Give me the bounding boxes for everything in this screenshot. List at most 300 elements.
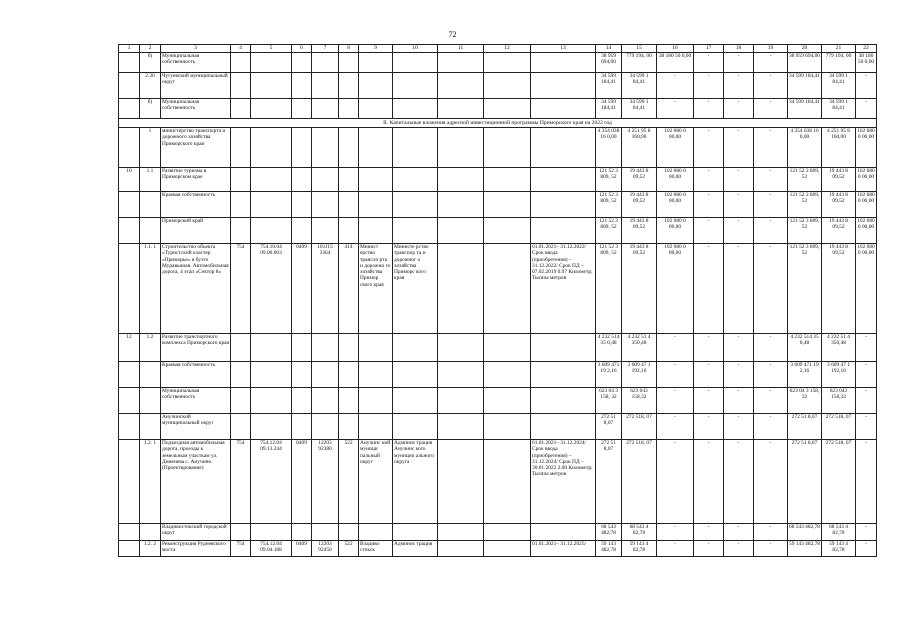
table-cell: 34 599 184,41 <box>788 73 822 99</box>
table-cell: 34 599 184,41 <box>596 99 622 119</box>
table-row <box>119 541 877 557</box>
table-cell <box>119 218 140 244</box>
table-cell <box>531 73 596 99</box>
table-cell: 4 251 95 8 160,00 <box>822 128 856 168</box>
budget-table <box>118 44 877 557</box>
table-cell: 121 52 3 809, 52 <box>788 218 822 244</box>
table-cell: - <box>724 218 754 244</box>
table-cell <box>292 53 312 73</box>
table-cell: 102 080 0 00,00 <box>657 244 694 334</box>
table-cell: - <box>754 524 788 541</box>
table-cell: 623 04 3 158, 32 <box>788 388 822 414</box>
table-cell: 38 180 50 0,00 <box>657 53 694 73</box>
table-cell: Развитие туризма в Приморском крае <box>161 168 231 192</box>
table-cell <box>251 99 292 119</box>
table-cell <box>251 53 292 73</box>
table-cell <box>231 362 251 388</box>
table-cell: Муниципальная собственность <box>161 53 231 73</box>
table-cell: - <box>724 99 754 119</box>
table-cell: 0409 <box>292 440 312 524</box>
table-row <box>119 440 877 524</box>
table-cell: 38 959 694,00 <box>788 53 822 73</box>
table-cell <box>484 524 531 541</box>
table-cell: 3 609 47 1 192,16 <box>822 362 856 388</box>
table-cell <box>251 218 292 244</box>
table-cell: Админис трация Анучинс кого муницип ального округа <box>393 440 438 524</box>
table-cell: 102 080 0 00,00 <box>856 128 877 168</box>
table-cell: 1.1. 1 <box>140 244 161 334</box>
table-cell <box>339 524 359 541</box>
table-cell: - <box>657 440 694 524</box>
table-cell: 12203 92380 <box>312 440 339 524</box>
table-cell <box>231 388 251 414</box>
table-cell: - <box>754 192 788 218</box>
table-cell <box>393 99 438 119</box>
table-cell: - <box>754 73 788 99</box>
table-cell: - <box>856 541 877 557</box>
table-cell <box>531 99 596 119</box>
column-number: 1 <box>119 45 140 53</box>
column-number: 3 <box>161 45 231 53</box>
table-cell <box>292 192 312 218</box>
table-cell: 19 443 8 09,52 <box>822 244 856 334</box>
table-cell: 68 543 4 82,78 <box>622 524 657 541</box>
table-cell <box>292 73 312 99</box>
table-cell <box>393 218 438 244</box>
table-cell: - <box>724 362 754 388</box>
table-cell: - <box>657 541 694 557</box>
table-cell: - <box>694 334 724 362</box>
table-cell: 623 043 158,32 <box>822 388 856 414</box>
table-cell: 121 52 3 809, 52 <box>596 244 622 334</box>
table-cell: 102 080 0 00,00 <box>856 244 877 334</box>
table-cell <box>119 73 140 99</box>
table-cell <box>484 440 531 524</box>
column-number: 15 <box>622 45 657 53</box>
table-cell <box>339 218 359 244</box>
table-cell: 0409 <box>292 541 312 557</box>
table-cell <box>292 99 312 119</box>
table-cell <box>231 168 251 192</box>
table-row <box>119 524 877 541</box>
column-number: 14 <box>596 45 622 53</box>
table-row <box>119 192 877 218</box>
table-cell: - <box>657 414 694 440</box>
table-cell: - <box>694 362 724 388</box>
table-cell: - <box>657 362 694 388</box>
table-cell: 522 <box>339 541 359 557</box>
table-cell: - <box>754 414 788 440</box>
table-cell: 2.30 <box>140 73 161 99</box>
table-cell: - <box>657 99 694 119</box>
table-cell <box>393 128 438 168</box>
table-cell <box>438 53 484 73</box>
column-number: 16 <box>657 45 694 53</box>
table-cell <box>292 362 312 388</box>
table-cell: 4 232 514 35 0,48 <box>788 334 822 362</box>
table-cell <box>359 192 393 218</box>
table-cell: - <box>856 334 877 362</box>
table-cell: - <box>657 73 694 99</box>
table-cell: 01.01.2021– 31.12.2024/ Срок ввода (приобретения) – 31.12.2024/ Срок ПД – 30.01.2022 2.00 Километр; Тысяча метров <box>531 440 596 524</box>
table-cell: 19 443 8 09,52 <box>622 192 657 218</box>
table-cell <box>231 334 251 362</box>
table-cell <box>339 128 359 168</box>
column-number: 7 <box>312 45 339 53</box>
table-cell <box>312 388 339 414</box>
table-cell <box>312 168 339 192</box>
table-cell: Муниципальная собственность <box>161 388 231 414</box>
table-cell: Анучинс кий муници пальный округ <box>359 440 393 524</box>
column-number: 5 <box>251 45 292 53</box>
table-cell: - <box>724 388 754 414</box>
table-cell <box>119 128 140 168</box>
table-cell <box>359 73 393 99</box>
table-cell <box>484 192 531 218</box>
table-cell: Краевая собственность <box>161 192 231 218</box>
table-cell <box>393 53 438 73</box>
table-cell <box>531 524 596 541</box>
table-cell: 754 <box>231 244 251 334</box>
table-cell <box>359 388 393 414</box>
table-cell: министерство транспорта и дорожного хозяйства Приморского края <box>161 128 231 168</box>
table-cell <box>359 128 393 168</box>
table-cell: 10 <box>119 168 140 192</box>
table-cell <box>359 334 393 362</box>
column-number: 13 <box>531 45 596 53</box>
table-cell <box>251 334 292 362</box>
table-cell: 0409 <box>292 244 312 334</box>
table-cell: - <box>694 128 724 168</box>
table-cell: б) <box>140 53 161 73</box>
table-cell <box>339 362 359 388</box>
table-cell: - <box>754 334 788 362</box>
table-cell <box>359 414 393 440</box>
column-number: 21 <box>822 45 856 53</box>
table-cell <box>393 524 438 541</box>
table-cell: 121 52 3 809, 52 <box>788 168 822 192</box>
column-number: 8 <box>339 45 359 53</box>
table-cell: 4 232 51 4 350,48 <box>622 334 657 362</box>
table-cell: - <box>724 168 754 192</box>
column-number: 18 <box>724 45 754 53</box>
table-cell: - <box>724 192 754 218</box>
table-cell <box>231 73 251 99</box>
table-cell <box>339 192 359 218</box>
table-cell: - <box>694 414 724 440</box>
table-cell <box>393 388 438 414</box>
table-cell <box>484 388 531 414</box>
table-cell: 623 04 3 158, 32 <box>596 388 622 414</box>
table-cell <box>119 244 140 334</box>
table-cell <box>231 218 251 244</box>
table-cell: Владиво стокск <box>359 541 393 557</box>
table-cell <box>393 168 438 192</box>
table-cell: - <box>657 334 694 362</box>
table-cell: 102 080 0 00,00 <box>657 218 694 244</box>
table-cell <box>292 168 312 192</box>
table-cell <box>438 414 484 440</box>
page-number: 72 <box>448 30 457 39</box>
table-cell <box>359 218 393 244</box>
table-cell: 4 232 514 35 0,48 <box>596 334 622 362</box>
table-cell: 102 080 0 00,00 <box>657 192 694 218</box>
table-cell <box>292 128 312 168</box>
table-cell: 121 52 3 809, 52 <box>596 168 622 192</box>
table-cell: - <box>694 73 724 99</box>
table-cell <box>119 362 140 388</box>
table-cell: 101J15 3364 <box>312 244 339 334</box>
table-cell: - <box>856 362 877 388</box>
table-cell <box>438 440 484 524</box>
table-row <box>119 73 877 99</box>
table-cell: Министе рство транспор та и дорожног о хозяйства Приморс кого края <box>393 244 438 334</box>
table-cell <box>359 168 393 192</box>
table-cell: 01.01.2021– 31.12.2022/ Срок ввода (приобретения) – 31.12.2022/ Срок ПД – 07.02.2019 0.97 Километр; Тысяча метров <box>531 244 596 334</box>
table-cell <box>251 388 292 414</box>
table-cell <box>484 168 531 192</box>
table-cell <box>531 53 596 73</box>
table-cell: 34 599 184,41 <box>788 99 822 119</box>
table-cell: 3 609 471 19 2,16 <box>596 362 622 388</box>
table-cell <box>393 73 438 99</box>
table-cell <box>140 388 161 414</box>
table-cell: - <box>694 388 724 414</box>
table-cell: - <box>754 53 788 73</box>
table-cell: 38 959 694,00 <box>596 53 622 73</box>
table-cell: 59 143 4 82,78 <box>622 541 657 557</box>
table-cell <box>484 541 531 557</box>
table-cell <box>438 128 484 168</box>
table-cell: 68 543 482,78 <box>596 524 622 541</box>
column-number: 22 <box>856 45 877 53</box>
table-cell: б) <box>140 99 161 119</box>
table-cell <box>531 218 596 244</box>
table-cell: 272 518, 07 <box>822 440 856 524</box>
table-cell: 4 232 51 4 350,48 <box>822 334 856 362</box>
table-cell <box>393 414 438 440</box>
table-cell: - <box>724 414 754 440</box>
table-cell: 34 599 1 84,41 <box>822 73 856 99</box>
table-cell <box>119 99 140 119</box>
table-cell: Минист ерство трансло рта и дорожно го хозяйства Примор ского края <box>359 244 393 334</box>
table-cell <box>231 414 251 440</box>
table-cell: 272 51 8,07 <box>788 440 822 524</box>
column-number: 20 <box>788 45 822 53</box>
column-number: 9 <box>359 45 393 53</box>
column-number: 17 <box>694 45 724 53</box>
table-cell <box>251 128 292 168</box>
table-cell <box>140 218 161 244</box>
table-cell <box>251 192 292 218</box>
table-cell <box>140 414 161 440</box>
table-cell <box>251 414 292 440</box>
table-cell: Реконструкция Рудневского моста <box>161 541 231 557</box>
table-cell: 102 080 0 00,00 <box>657 128 694 168</box>
table-cell: - <box>724 128 754 168</box>
table-cell: - <box>754 218 788 244</box>
table-cell: Краевая собственность <box>161 362 231 388</box>
table-cell: 414 <box>339 244 359 334</box>
table-cell <box>393 362 438 388</box>
table-cell <box>393 334 438 362</box>
section-title-row <box>119 119 877 128</box>
table-cell: 19 443 8 09,52 <box>622 244 657 334</box>
table-cell <box>339 99 359 119</box>
table-cell: 68 543 4 82,78 <box>822 524 856 541</box>
table-cell: 754.12.04 09.13.244 <box>251 440 292 524</box>
table-cell: - <box>754 168 788 192</box>
table-cell <box>119 524 140 541</box>
table-cell <box>251 362 292 388</box>
table-cell <box>292 218 312 244</box>
table-cell: - <box>856 524 877 541</box>
table-cell <box>312 53 339 73</box>
table-cell <box>531 362 596 388</box>
table-cell: 19 443 8 09,52 <box>622 218 657 244</box>
table-cell <box>484 128 531 168</box>
table-cell <box>484 218 531 244</box>
table-cell: - <box>694 541 724 557</box>
table-cell: 01.01.2021– 31.12.2025/ <box>531 541 596 557</box>
table-cell: 34 599 1 84,41 <box>622 99 657 119</box>
table-cell: - <box>856 99 877 119</box>
table-cell <box>251 524 292 541</box>
table-cell: 522 <box>339 440 359 524</box>
table-cell <box>484 362 531 388</box>
table-cell: 121 52 3 809, 52 <box>596 192 622 218</box>
table-cell: 1.2 <box>140 334 161 362</box>
table-row <box>119 128 877 168</box>
table-cell <box>251 168 292 192</box>
table-cell <box>531 414 596 440</box>
table-cell: - <box>724 541 754 557</box>
table-cell: Муниципальная собственность <box>161 99 231 119</box>
table-cell: Подъездная автомобильная дорога, проезды к земельным участкам ул. Деменева с. Анучино. (Проектирование) <box>161 440 231 524</box>
table-cell: 34 599 1 84,41 <box>622 73 657 99</box>
table-cell: 121 52 3 809, 52 <box>788 244 822 334</box>
table-cell: 623 043 158,32 <box>622 388 657 414</box>
table-cell <box>292 334 312 362</box>
table-cell <box>312 334 339 362</box>
table-cell: 4 251 95 8 160,00 <box>622 128 657 168</box>
table-cell <box>119 414 140 440</box>
column-number: 10 <box>393 45 438 53</box>
column-number: 6 <box>292 45 312 53</box>
table-cell: 754 <box>231 440 251 524</box>
table-cell: - <box>724 244 754 334</box>
table-row <box>119 388 877 414</box>
table-cell: - <box>754 362 788 388</box>
table-cell <box>531 128 596 168</box>
table-cell: 3 609 471 19 2,16 <box>788 362 822 388</box>
table-cell <box>312 524 339 541</box>
table-cell <box>484 73 531 99</box>
table-cell <box>531 388 596 414</box>
table-cell: - <box>694 218 724 244</box>
column-number: 2 <box>140 45 161 53</box>
table-cell <box>231 53 251 73</box>
table-cell <box>292 524 312 541</box>
table-cell <box>231 192 251 218</box>
section-title: II. Капитальные вложения адресной инвестиционной программы Приморского края на 2022 год <box>119 119 877 128</box>
table-cell <box>312 99 339 119</box>
table-cell <box>292 414 312 440</box>
table-cell <box>339 53 359 73</box>
table-cell: 38 180 50 0,00 <box>856 53 877 73</box>
table-cell: - <box>856 73 877 99</box>
table-cell: - <box>856 414 877 440</box>
table-cell <box>438 218 484 244</box>
table-cell <box>231 524 251 541</box>
table-cell <box>312 128 339 168</box>
table-cell <box>119 440 140 524</box>
table-cell <box>359 524 393 541</box>
table-cell <box>531 168 596 192</box>
table-cell <box>119 541 140 557</box>
table-cell: 68 543 482,78 <box>788 524 822 541</box>
table-cell <box>339 334 359 362</box>
table-cell: - <box>694 53 724 73</box>
table-cell <box>231 99 251 119</box>
table-cell <box>438 388 484 414</box>
table-cell: 754.12.04 09.04.188 <box>251 541 292 557</box>
table-cell <box>438 244 484 334</box>
table-cell: 19 443 8 09,52 <box>622 168 657 192</box>
table-cell: 102 080 0 00,00 <box>856 168 877 192</box>
table-cell <box>484 414 531 440</box>
table-cell: 102 080 0 00,00 <box>856 218 877 244</box>
table-cell: 19 443 8 09,52 <box>822 168 856 192</box>
table-cell <box>119 53 140 73</box>
table-row <box>119 362 877 388</box>
column-number: 11 <box>438 45 484 53</box>
table-cell: Строительство объекта «Туристский кластер «Приморье» в бухте Муравьиная. Автомобильная дорога, 4 этап «Сектор 8» <box>161 244 231 334</box>
table-cell <box>119 388 140 414</box>
table-row <box>119 218 877 244</box>
table-cell: 121 52 3 809, 52 <box>788 192 822 218</box>
table-cell: 272 51 8,07 <box>596 440 622 524</box>
table-cell: Приморский край <box>161 218 231 244</box>
table-cell <box>339 388 359 414</box>
table-cell <box>438 168 484 192</box>
table-cell: - <box>754 541 788 557</box>
table-cell: 4 354 038 16 0,00 <box>788 128 822 168</box>
table-cell <box>484 53 531 73</box>
table-row <box>119 334 877 362</box>
table-cell: - <box>856 388 877 414</box>
table-cell <box>312 73 339 99</box>
table-cell <box>231 128 251 168</box>
table-cell: 34 599 1 84,41 <box>822 99 856 119</box>
table-cell: 19 443 8 09,52 <box>822 192 856 218</box>
column-number: 19 <box>754 45 788 53</box>
table-cell: 272 518, 07 <box>622 414 657 440</box>
table-cell <box>438 334 484 362</box>
table-cell <box>119 192 140 218</box>
table-cell: 12 <box>119 334 140 362</box>
table-cell: 1 <box>140 128 161 168</box>
table-cell: - <box>754 440 788 524</box>
table-row <box>119 99 877 119</box>
table-cell <box>484 334 531 362</box>
table-cell: - <box>724 73 754 99</box>
table-cell <box>531 192 596 218</box>
table-cell: 102 080 0 00,00 <box>856 192 877 218</box>
table-cell <box>339 168 359 192</box>
table-cell: - <box>754 244 788 334</box>
table-cell: 59 143 482,78 <box>596 541 622 557</box>
